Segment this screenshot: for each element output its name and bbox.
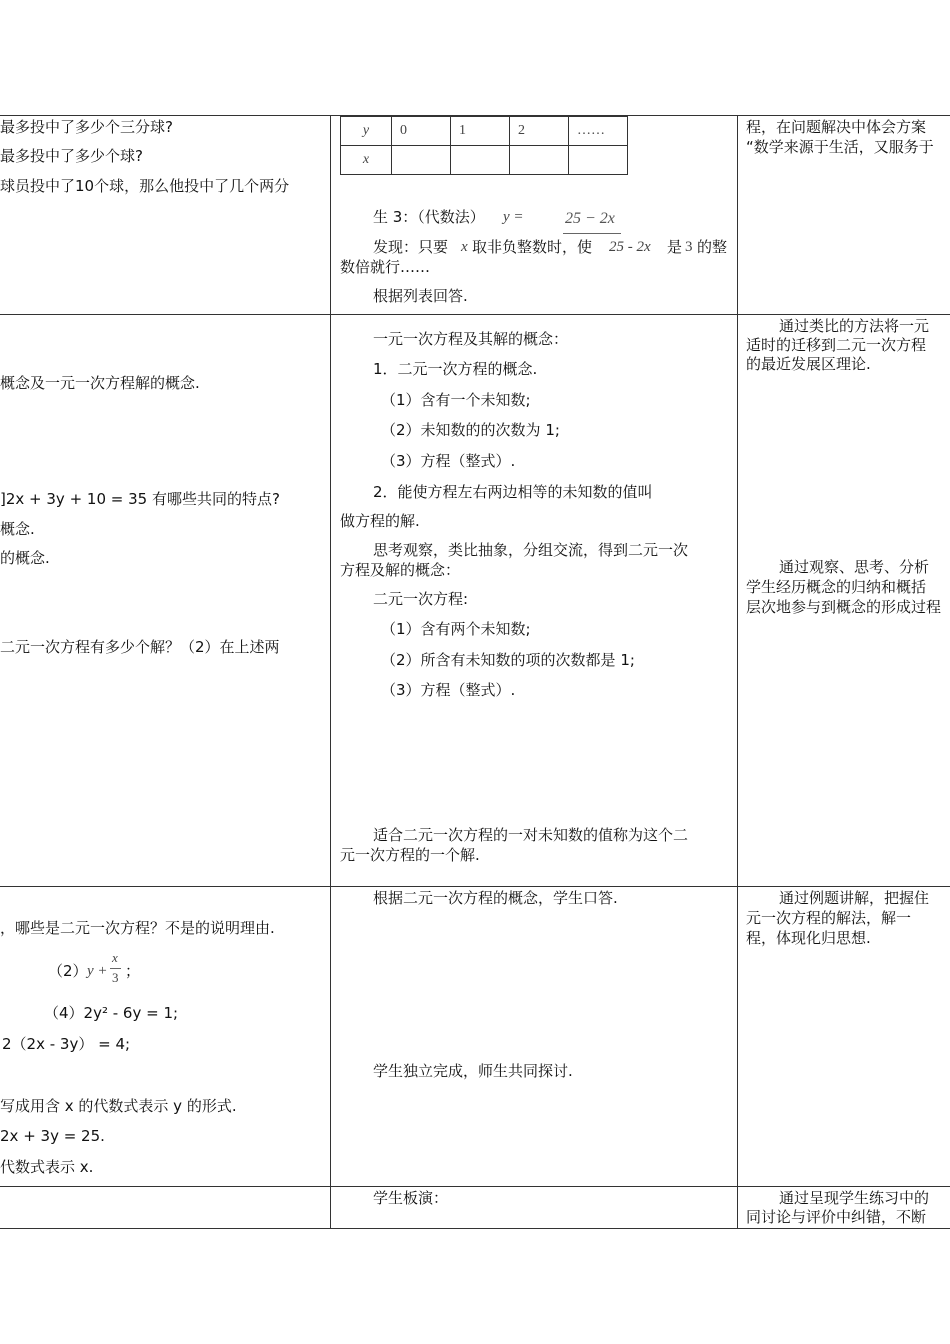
row2-mid-line-8: 思考观察，类比抽象，分组交流，得到二元一次 bbox=[373, 541, 689, 559]
row2-right-line-5: 学生经历概念的归纳和概括 bbox=[746, 578, 927, 596]
row2-mid-line-10: 二元一次方程: bbox=[373, 590, 469, 608]
table-row bbox=[341, 146, 628, 175]
row2-mid-line-3: （1）含有一个未知数; bbox=[381, 391, 531, 409]
discovery-text-a: 发现：只要 bbox=[373, 238, 449, 256]
row2-mid-line-9: 方程及解的概念： bbox=[340, 561, 461, 579]
row1-left-line-3: 球员投中了10个球，那么他投中了几个两分 bbox=[0, 177, 290, 195]
row2-mid-line-5: （3）方程（整式）. bbox=[381, 452, 516, 470]
row1-left-line-2: 最多投中了多少个球? bbox=[0, 147, 143, 165]
row2-mid-line-12: （2）所含有未知数的项的次数都是 1; bbox=[381, 651, 635, 669]
answer-by-table: 根据列表回答. bbox=[373, 287, 468, 305]
row2-right-line-2: 适时的迁移到二元一次方程 bbox=[746, 336, 927, 354]
row-divider-3 bbox=[0, 1186, 950, 1187]
student3-fraction-numerator: 25 − 2x bbox=[565, 210, 615, 227]
table-cell bbox=[569, 146, 628, 175]
table-border-bottom bbox=[0, 1228, 950, 1229]
column-divider-2 bbox=[737, 115, 738, 1229]
row3-left-item-2-denominator: 3 bbox=[112, 970, 119, 985]
column-divider-1 bbox=[330, 115, 331, 1229]
table-y-label: y bbox=[341, 117, 392, 146]
row3-left-item-2-end: ； bbox=[125, 962, 141, 980]
row-divider-1 bbox=[0, 314, 950, 315]
discovery-line-2: 数倍就行…… bbox=[340, 258, 431, 276]
row1-left-line-1: 最多投中了多少个三分球? bbox=[0, 118, 173, 136]
student3-method-label: 生 3：（代数法） bbox=[373, 208, 485, 226]
row2-right-line-1: 通过类比的方法将一元 bbox=[779, 317, 930, 335]
row2-left-line-3: 概念. bbox=[0, 520, 35, 538]
discovery-text-c: 是 bbox=[667, 238, 683, 256]
table-cell: 2 bbox=[510, 117, 569, 146]
row2-left-line-5: 二元一次方程有多少个解？（2）在上述两 bbox=[0, 638, 280, 656]
row3-right-line-2: 元一次方程的解法，解一 bbox=[746, 909, 912, 927]
row2-mid-line-11: （1）含有两个未知数; bbox=[381, 620, 531, 638]
row2-mid-line-1: 一元一次方程及其解的概念： bbox=[373, 330, 569, 348]
row3-left-line-5: 2（2x - 3y） = 4; bbox=[2, 1035, 131, 1053]
row3-mid-line-1: 根据二元一次方程的概念，学生口答. bbox=[373, 889, 618, 907]
table-cell bbox=[510, 146, 569, 175]
row3-left-item-2-expr: y + bbox=[87, 963, 108, 979]
row2-mid-line-13: （3）方程（整式）. bbox=[381, 681, 516, 699]
discovery-expr: 25 - 2x bbox=[609, 239, 651, 255]
value-table bbox=[340, 116, 628, 175]
table-cell bbox=[392, 146, 451, 175]
row2-left-line-4: 的概念. bbox=[0, 549, 50, 567]
row2-mid-line-6: 2．能使方程左右两边相等的未知数的值叫 bbox=[373, 483, 653, 501]
row3-left-line-6: 写成用含 x 的代数式表示 y 的形式. bbox=[0, 1097, 237, 1115]
discovery-number: 3 bbox=[685, 239, 693, 255]
row2-mid-line-15: 元一次方程的一个解. bbox=[340, 846, 480, 864]
table-cell: 1 bbox=[451, 117, 510, 146]
row1-right-line-2: “数学来源于生活，又服务于 bbox=[746, 138, 934, 156]
row2-left-line-2: ]2x + 3y + 10 = 35 有哪些共同的特点? bbox=[0, 490, 280, 508]
table-cell: 0 bbox=[392, 117, 451, 146]
row1-right-line-1: 程，在问题解决中体会方案 bbox=[746, 118, 927, 136]
row2-right-line-4: 通过观察、思考、分析 bbox=[779, 558, 930, 576]
table-row bbox=[341, 117, 628, 146]
row3-left-item-2-numerator: x bbox=[112, 950, 118, 965]
table-cell bbox=[451, 146, 510, 175]
student3-equation-lhs: y = bbox=[503, 209, 524, 225]
discovery-var-x: x bbox=[461, 239, 468, 255]
row2-mid-line-4: （2）未知数的的次数为 1; bbox=[381, 421, 560, 439]
fraction-bar bbox=[110, 968, 121, 969]
row3-right-line-1: 通过例题讲解，把握住 bbox=[779, 889, 930, 907]
row4-mid-line-1: 学生板演： bbox=[373, 1189, 449, 1207]
row3-left-line-8: 代数式表示 x. bbox=[0, 1158, 94, 1176]
row4-right-line-2: 同讨论与评价中纠错，不断 bbox=[746, 1208, 927, 1226]
row3-mid-line-2: 学生独立完成，师生共同探讨. bbox=[373, 1062, 573, 1080]
row2-mid-line-14: 适合二元一次方程的一对未知数的值称为这个二 bbox=[373, 826, 689, 844]
fraction-bar bbox=[563, 233, 621, 234]
row2-right-line-6: 层次地参与到概念的形成过程 bbox=[746, 598, 942, 616]
row2-mid-line-7: 做方程的解. bbox=[340, 512, 420, 530]
row3-left-line-7: 2x + 3y = 25. bbox=[0, 1127, 105, 1145]
row-divider-2 bbox=[0, 886, 950, 887]
discovery-text-d: 的整 bbox=[697, 238, 728, 256]
row2-mid-line-2: 1．二元一次方程的概念. bbox=[373, 360, 538, 378]
row3-left-item-2-label: （2） bbox=[48, 962, 88, 980]
row4-right-line-1: 通过呈现学生练习中的 bbox=[779, 1189, 930, 1207]
discovery-text-b: 取非负整数时，使 bbox=[472, 238, 593, 256]
row2-right-line-3: 的最近发展区理论. bbox=[746, 355, 871, 373]
row3-right-line-3: 程，体现化归思想. bbox=[746, 929, 871, 947]
table-x-label: x bbox=[341, 146, 392, 175]
row3-left-line-1: ，哪些是二元一次方程？不是的说明理由. bbox=[0, 919, 275, 937]
row3-left-item-4: （4）2y² - 6y = 1; bbox=[44, 1004, 179, 1022]
row2-left-line-1: 概念及一元一次方程解的概念. bbox=[0, 374, 200, 392]
table-cell: …… bbox=[569, 117, 628, 146]
